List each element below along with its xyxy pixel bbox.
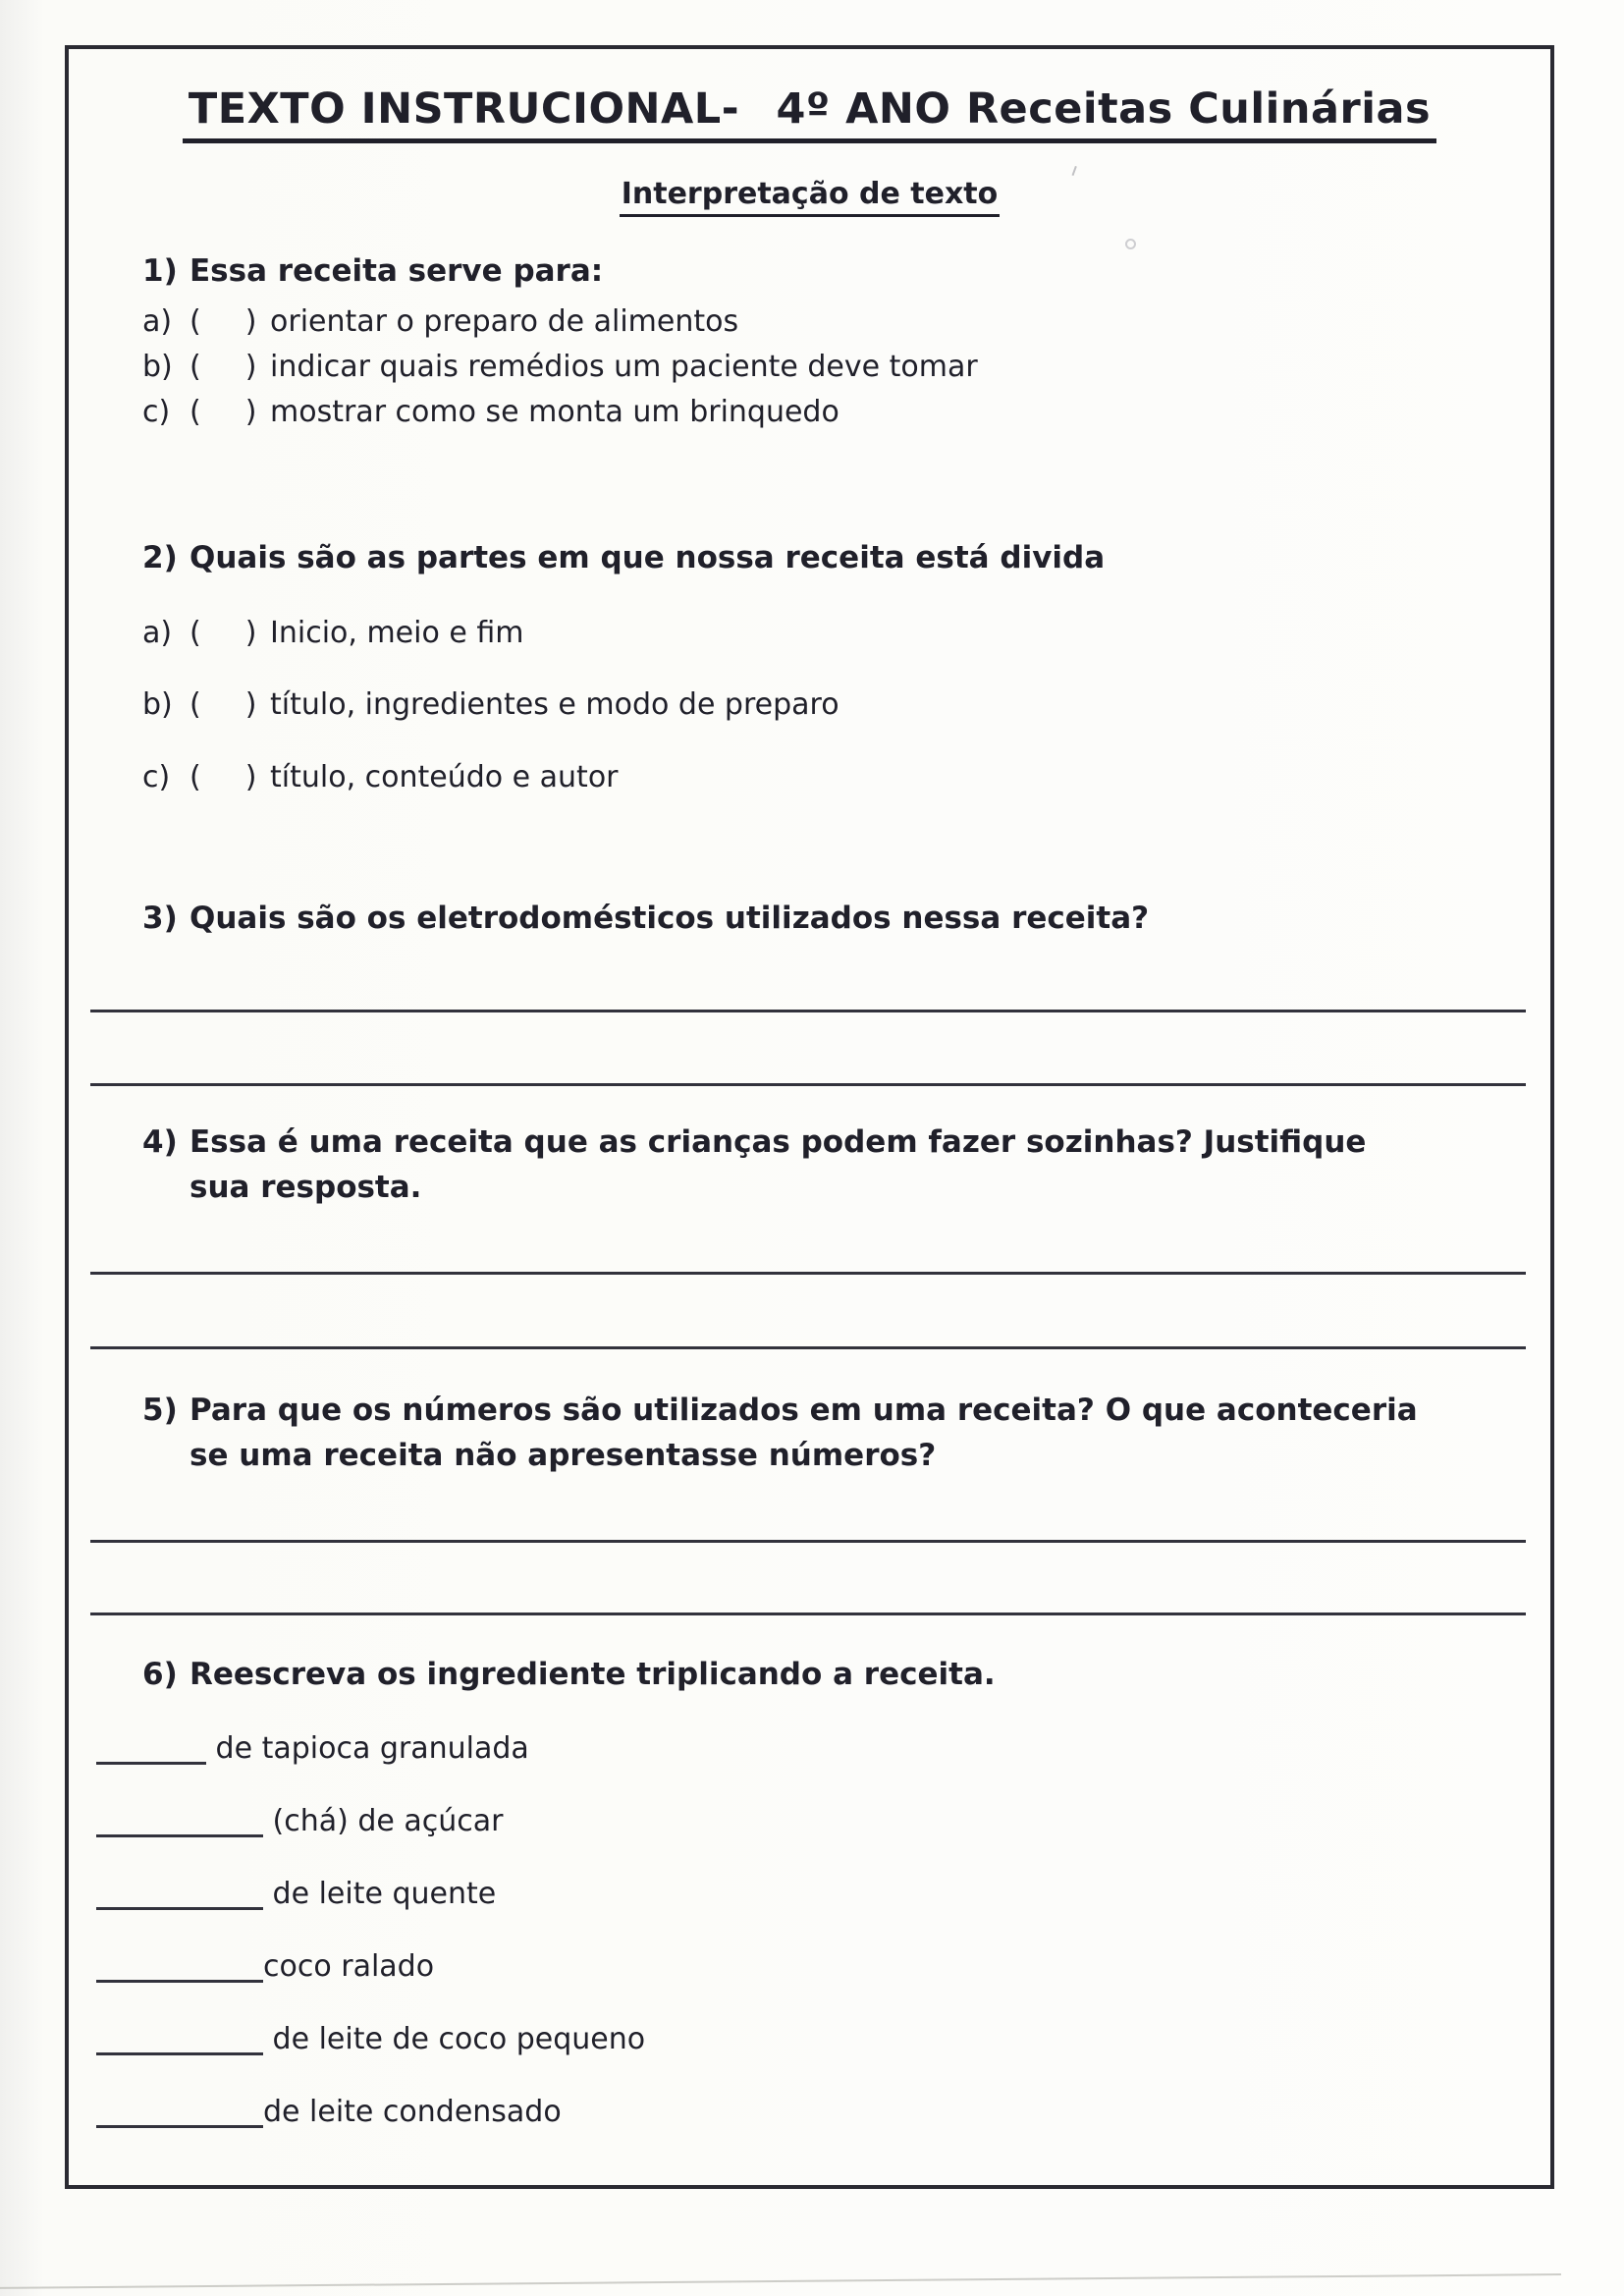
question-1-option-c — [142, 395, 839, 429]
answer-line — [90, 1613, 1526, 1615]
fill-item-row — [96, 1877, 496, 1911]
fill-item-text: (chá) de açúcar — [263, 1804, 504, 1838]
fill-item-text: de leite condensado — [263, 2095, 562, 2129]
scan-speck — [1125, 239, 1136, 249]
question-2-option-a — [142, 616, 523, 650]
question-text: Essa receita serve para: — [189, 253, 604, 289]
answer-line — [90, 1272, 1526, 1275]
fill-item-row — [96, 2095, 562, 2129]
fill-blank — [96, 1807, 263, 1837]
fill-blank — [96, 1880, 263, 1910]
question-2-heading — [142, 540, 1105, 575]
question-number: 4) — [142, 1124, 178, 1160]
answer-line — [90, 1346, 1526, 1349]
fill-blank — [96, 2098, 263, 2128]
option-text: Inicio, meio e fim — [270, 616, 524, 650]
fill-item-row — [96, 1731, 529, 1766]
question-text: Quais são as partes em que nossa receita está divida — [189, 540, 1106, 575]
question-5-heading — [142, 1393, 1418, 1428]
page-subtitle-text: Interpretação de texto — [620, 177, 1001, 217]
page-subtitle — [65, 177, 1554, 217]
fill-item-row — [96, 1949, 434, 1984]
page-title-text: TEXTO INSTRUCIONAL- 4º ANO Receitas Culinárias — [183, 84, 1436, 143]
page-title — [65, 84, 1554, 143]
checkbox-parens: ( ) — [189, 304, 257, 339]
answer-line — [90, 1540, 1526, 1543]
checkbox-parens: ( ) — [189, 616, 257, 650]
option-letter: c) — [142, 760, 171, 794]
question-4-heading-line2: sua resposta. — [189, 1170, 422, 1205]
question-1-option-a — [142, 304, 738, 339]
checkbox-parens: ( ) — [189, 350, 257, 384]
fill-item-text: de leite quente — [263, 1877, 497, 1911]
question-1-option-b — [142, 350, 978, 384]
question-5-heading-line2: se uma receita não apresentasse números? — [189, 1438, 937, 1473]
option-text: indicar quais remédios um paciente deve tomar — [270, 350, 978, 384]
question-number: 3) — [142, 901, 178, 936]
checkbox-parens: ( ) — [189, 687, 257, 722]
question-text: Reescreva os ingrediente triplicando a receita. — [189, 1657, 996, 1692]
option-text: mostrar como se monta um brinquedo — [270, 395, 839, 429]
fill-item-row — [96, 1804, 504, 1838]
question-text: Para que os números são utilizados em uma receita? O que aconteceria — [189, 1393, 1418, 1428]
question-3-heading — [142, 901, 1149, 936]
option-letter: c) — [142, 395, 171, 429]
question-text: Quais são os eletrodomésticos utilizados nessa receita? — [189, 901, 1150, 936]
option-letter: a) — [142, 616, 173, 650]
fill-blank — [96, 2025, 263, 2055]
checkbox-parens: ( ) — [189, 760, 257, 794]
question-2-option-c — [142, 760, 619, 794]
fill-blank — [96, 1952, 263, 1983]
fill-item-row — [96, 2022, 645, 2056]
option-text: orientar o preparo de alimentos — [270, 304, 739, 339]
question-2-option-b — [142, 687, 839, 722]
fill-item-text: coco ralado — [263, 1949, 435, 1984]
question-number: 5) — [142, 1393, 178, 1428]
checkbox-parens: ( ) — [189, 395, 257, 429]
fill-blank — [96, 1734, 206, 1765]
option-letter: b) — [142, 687, 173, 722]
answer-line — [90, 1083, 1526, 1086]
fill-item-text: de tapioca granulada — [206, 1731, 529, 1766]
question-1-heading — [142, 253, 603, 289]
question-4-heading — [142, 1124, 1366, 1160]
question-number: 6) — [142, 1657, 178, 1692]
option-letter: b) — [142, 350, 173, 384]
scan-paper-edge — [0, 2273, 1561, 2289]
option-letter: a) — [142, 304, 173, 339]
option-text: título, ingredientes e modo de preparo — [270, 687, 839, 722]
answer-line — [90, 1010, 1526, 1012]
question-text: Essa é uma receita que as crianças podem fazer sozinhas? Justifique — [189, 1124, 1367, 1160]
question-6-heading — [142, 1657, 996, 1692]
question-number: 1) — [142, 253, 178, 289]
option-text: título, conteúdo e autor — [270, 760, 619, 794]
question-number: 2) — [142, 540, 178, 575]
fill-item-text: de leite de coco pequeno — [263, 2022, 646, 2056]
